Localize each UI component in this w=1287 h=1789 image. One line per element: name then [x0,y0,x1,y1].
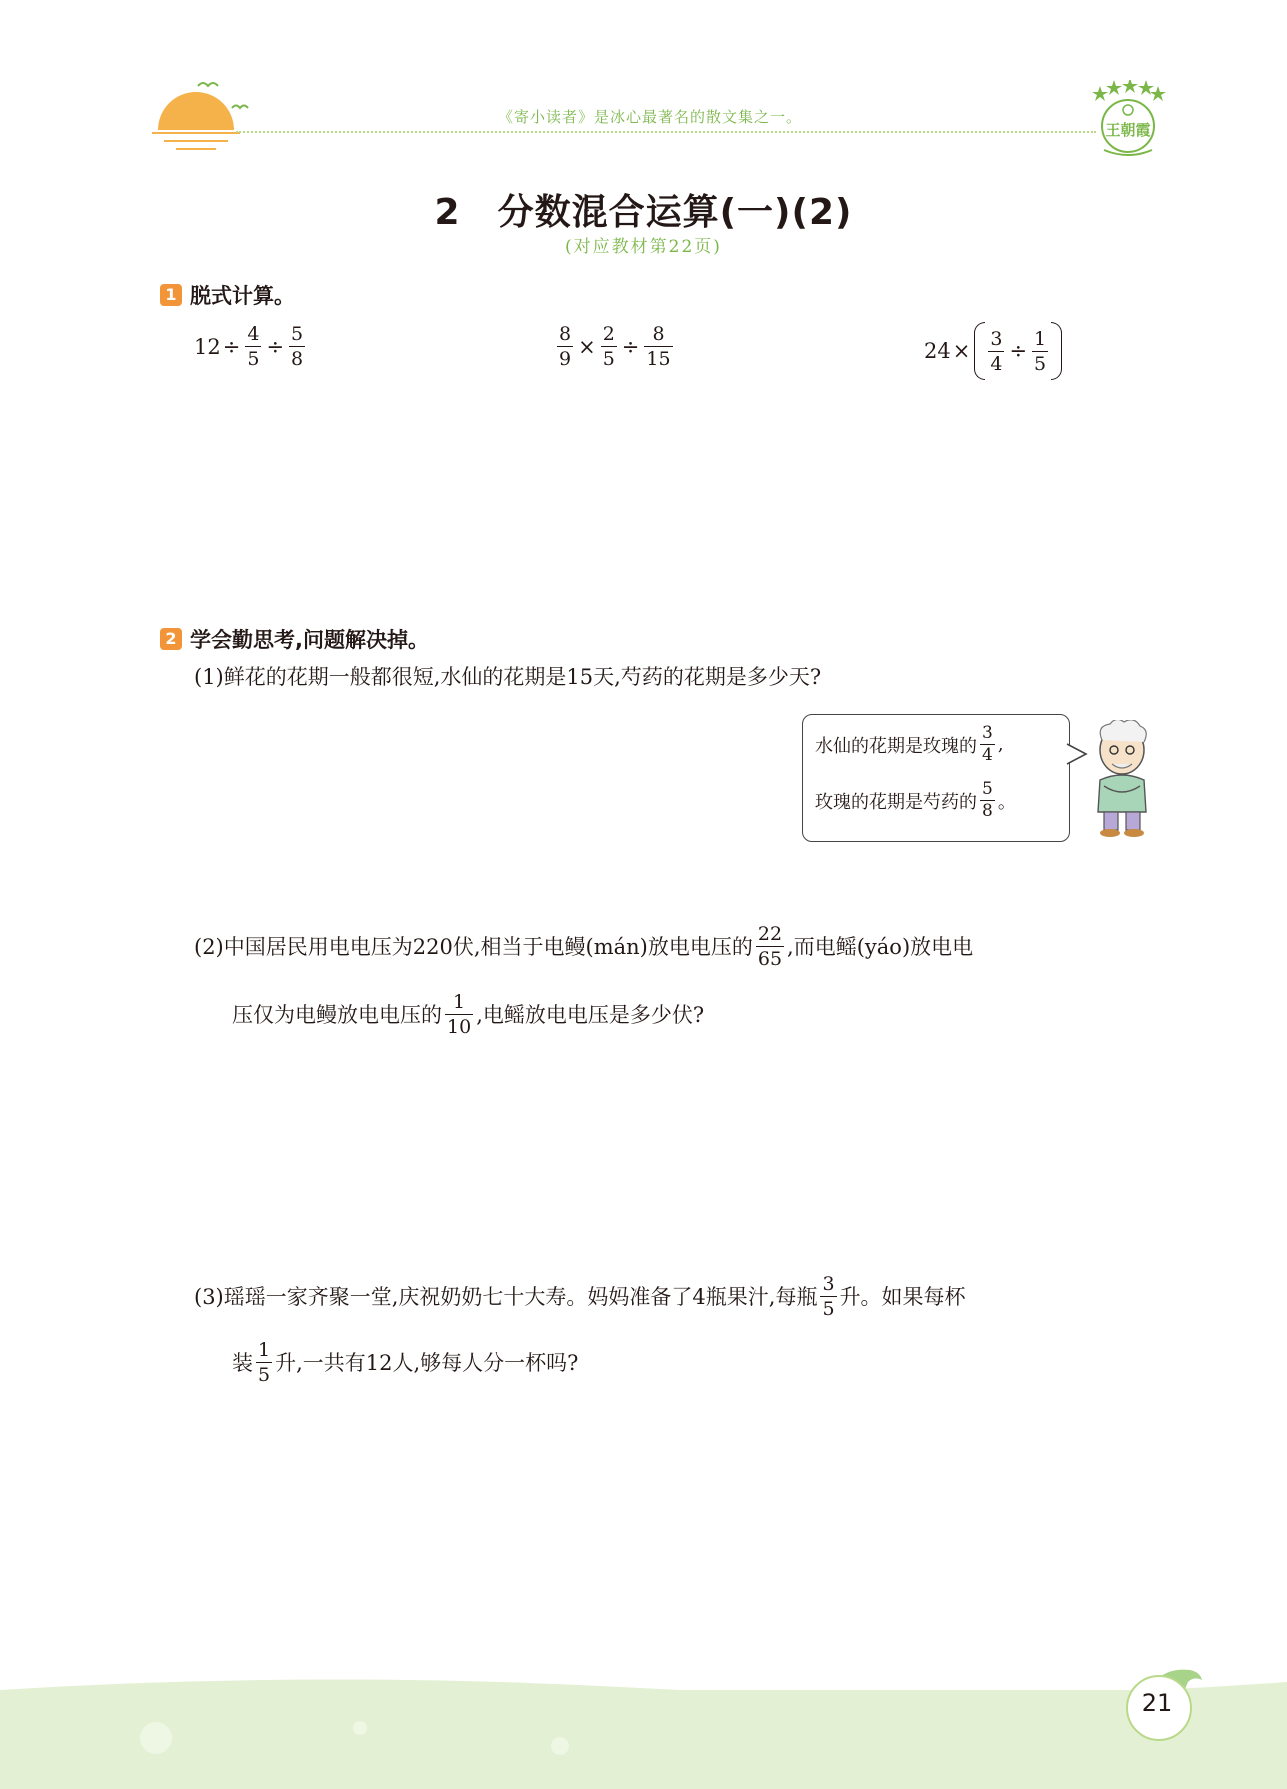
page-title: 2 分数混合运算(一)(2) [434,192,853,233]
bubble-tail-icon [1066,742,1088,766]
fraction: $\frac{8}{15}$ [646,323,671,370]
fraction: $\frac{3}{4}$ [982,723,993,765]
expr-1-lead: 12 [194,334,221,359]
page-subtitle: (对应教材第22页) [565,237,722,257]
birds-icon [192,78,252,118]
bubble-line-2: 玫瑰的花期是芍药的 $\frac{5}{8}$ 。 [815,779,1016,821]
question-1: (1)鲜花的花期一般都很短,水仙的花期是15天,芍药的花期是多少天? [194,665,822,689]
section-1-heading [160,280,295,310]
fraction: $\frac{5}{8}$ [982,779,993,821]
question-3-line-1: (3)瑶瑶一家齐聚一堂,庆祝奶奶七十大寿。妈妈准备了4瓶果汁,每瓶 $\frac{3}{5}$ 升。如果每杯 [194,1273,966,1320]
bubble-line-1: 水仙的花期是玫瑰的 $\frac{3}{4}$ , [815,723,1004,765]
expr-2-op1: × [578,334,596,359]
fraction: $\frac{3}{5}$ [822,1273,835,1320]
expr-2-op2: ÷ [621,334,640,359]
fraction: $\frac{1}{10}$ [447,991,472,1038]
expr-3-op1: × [952,339,971,363]
header-tagline: 《寄小读者》是冰心最著名的散文集之一。 [497,108,802,126]
fraction: $\frac{8}{9}$ [559,323,572,370]
section-2-heading [160,624,429,654]
page-number: 21 [1141,1689,1173,1717]
fraction: $\frac{3}{4}$ [990,327,1003,375]
fraction: $\frac{22}{65}$ [757,923,783,970]
sun-horizon-line [152,132,240,134]
section-1-title: 脱式计算。 [190,284,295,308]
sun-horizon-line [164,140,228,142]
expr-1-op2: ÷ [266,334,285,359]
logo-text: 王朝霞 [1105,121,1151,139]
cartoon-grandpa-icon [1090,720,1154,838]
section-2-title: 学会勤思考,问题解决掉。 [190,628,429,652]
question-2-line-2: 压仅为电鳗放电电压的 $\frac{1}{10}$ ,电鳐放电电压是多少伏? [232,991,705,1038]
sun-horizon-line [176,148,216,150]
expr-3-op2: ÷ [1009,339,1028,363]
section-1-badge: 1 [160,284,182,306]
fraction: $\frac{5}{8}$ [291,323,304,370]
expression-3 [924,322,1062,380]
brand-logo-icon [1090,80,1166,164]
hint-speech-bubble [802,714,1070,842]
left-paren [974,322,985,380]
expression-1 [194,322,308,371]
fraction: $\frac{2}{5}$ [602,323,615,370]
fraction: $\frac{4}{5}$ [247,323,260,370]
expr-3-lead: 24 [924,339,951,363]
fraction: $\frac{1}{5}$ [1034,327,1047,375]
footer-bubbles-decoration [130,1710,610,1770]
expr-1-op1: ÷ [222,334,241,359]
header-dotted-rule [236,131,1096,133]
question-3-line-2: 装 $\frac{1}{5}$ 升,一共有12人,够每人分一杯吗? [232,1339,579,1386]
question-2-line-1: (2)中国居民用电电压为220伏,相当于电鳗(mán)放电电压的 $\frac{22}{65}$ ,而电鳐(yáo)放电电 [194,923,974,970]
expression-2 [554,322,676,371]
section-2-badge: 2 [160,628,182,650]
right-paren [1051,322,1062,380]
fraction: $\frac{1}{5}$ [258,1339,271,1386]
